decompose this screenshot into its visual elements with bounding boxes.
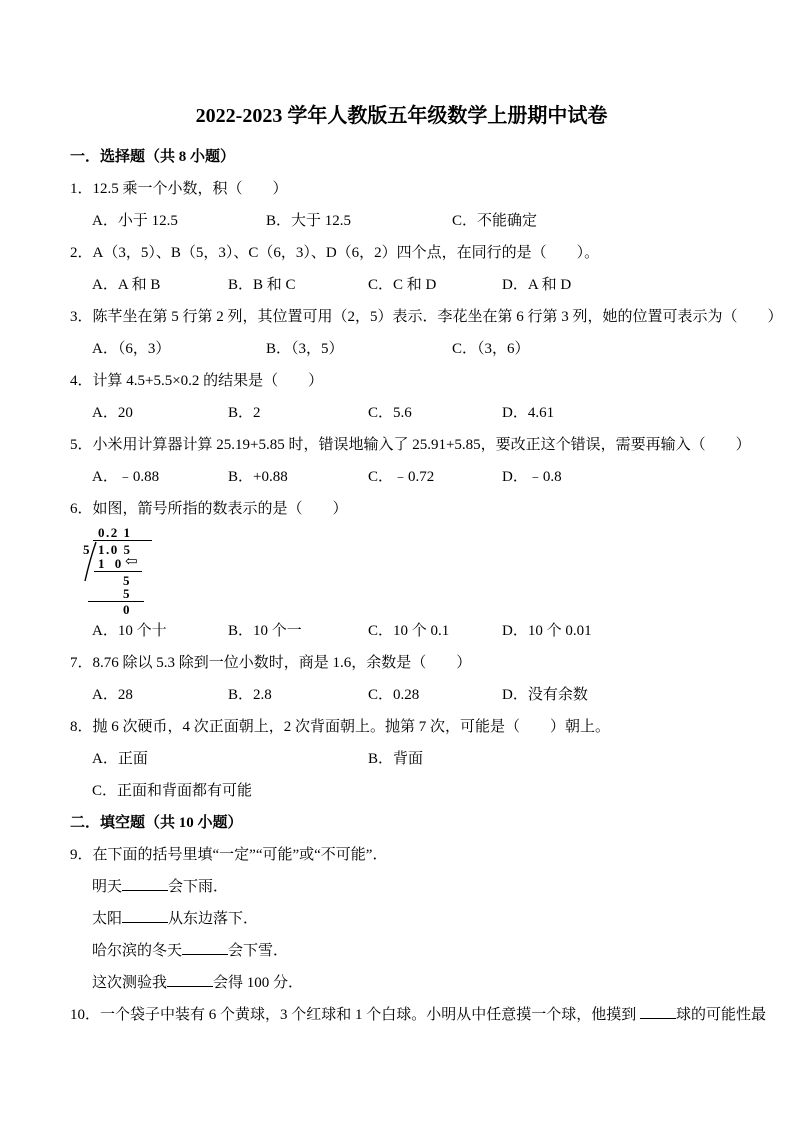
blank-line <box>167 982 213 987</box>
question-6-option-a: A．10 个十 <box>92 623 167 639</box>
question-9-item-2-pre: 太阳 <box>92 911 123 927</box>
question-8-option-a: A．正面 <box>92 751 148 767</box>
question-7-option-b: B．2.8 <box>228 687 272 703</box>
question-2-stem: 2．A（3，5）、B（5，3）、C（6，3）、D（6，2）四个点，在同行的是（ ）。 <box>70 245 600 261</box>
question-1-options <box>70 205 733 237</box>
question-9-item-4 <box>70 967 733 999</box>
question-9-item-2-post: 从东边落下． <box>168 911 259 927</box>
section-one-heading: 一．选择题（共 8 小题） <box>70 149 236 165</box>
question-6-options <box>70 615 733 647</box>
section-two-heading: 二．填空题（共 10 小题） <box>70 815 243 831</box>
question-6-stem: 6．如图，箭号所指的数表示的是（ ） <box>70 501 348 517</box>
question-1-stem: 1．12.5 乘一个小数，积（ ） <box>70 181 288 197</box>
question-3-option-a: A．（6，3） <box>92 341 171 357</box>
question-8-options-row-2 <box>70 775 733 807</box>
question-4-option-c: C．5.6 <box>368 405 412 421</box>
question-5-option-a: A．﹣0.88 <box>92 469 160 485</box>
question-3-stem: 3．陈芊坐在第 5 行第 2 列，其位置可用（2，5）表示．李花坐在第 6 行第 3 列，她的位置可表示为（ ） <box>70 309 783 325</box>
question-9-item-1-post: 会下雨． <box>168 879 229 895</box>
question-8-option-b: B．背面 <box>368 751 424 767</box>
division-rule-2 <box>88 601 144 602</box>
question-4-option-b: B．2 <box>228 405 261 421</box>
division-rule-1 <box>94 571 142 572</box>
division-quotient: 0.2 1 <box>98 525 132 540</box>
blank-line <box>122 886 168 891</box>
division-step-2: 5 <box>123 573 130 588</box>
question-5-option-b: B．+0.88 <box>228 469 288 485</box>
question-10-pre: 10．一个袋子中装有 6 个黄球，3 个红球和 1 个白球。小明从中任意摸一个球，他摸到 <box>70 1007 641 1023</box>
long-division-figure <box>82 525 733 615</box>
question-1-option-b: B．大于 12.5 <box>266 213 352 229</box>
question-4-stem: 4．计算 4.5+5.5×0.2 的结果是（ ） <box>70 373 324 389</box>
arrow-left-icon: ⇦ <box>125 554 138 570</box>
question-4-option-a: A．20 <box>92 405 133 421</box>
question-3-option-c: C．（3，6） <box>452 341 530 357</box>
question-7-options <box>70 679 733 711</box>
question-5-stem: 5．小米用计算器计算 25.19+5.85 时，错误地输入了 25.91+5.85，要改正这个错误，需要再输入（ ） <box>70 437 751 453</box>
question-5-options <box>70 461 733 493</box>
question-7-option-a: A．28 <box>92 687 133 703</box>
division-divisor: 5 <box>83 542 90 557</box>
question-8-option-c: C．正面和背面都有可能 <box>92 783 253 799</box>
division-bracket <box>84 541 98 583</box>
question-7-option-d: D．没有余数 <box>502 687 588 703</box>
question-6-option-d: D．10 个 0.01 <box>502 623 592 639</box>
blank-line <box>122 918 168 923</box>
question-2-option-d: D．A 和 D <box>502 277 572 293</box>
question-10-stem <box>70 999 767 1031</box>
division-remainder: 0 <box>123 602 130 617</box>
question-9-item-3-post: 会下雪． <box>228 943 289 959</box>
question-9-item-1 <box>70 871 733 903</box>
blank-line <box>640 1014 676 1019</box>
question-9-item-4-post: 会得 100 分． <box>213 975 304 991</box>
question-8-options-row-1 <box>70 743 733 775</box>
question-4-options <box>70 397 733 429</box>
question-6-option-c: C．10 个 0.1 <box>368 623 450 639</box>
question-9-item-2 <box>70 903 733 935</box>
question-5-option-d: D．﹣0.8 <box>502 469 562 485</box>
division-dividend: 1.0 5 <box>98 542 132 557</box>
question-3-options <box>70 333 733 365</box>
question-8-stem: 8．抛 6 次硬币，4 次正面朝上，2 次背面朝上。抛第 7 次，可能是（ ）朝上。 <box>70 719 611 735</box>
question-7-stem: 7．8.76 除以 5.3 除到一位小数时，商是 1.6，余数是（ ） <box>70 655 472 671</box>
question-9-item-1-pre: 明天 <box>92 879 123 895</box>
question-3-option-b: B．（3，5） <box>266 341 344 357</box>
division-bar <box>93 540 152 541</box>
question-9-item-3-pre: 哈尔滨的冬天 <box>92 943 183 959</box>
question-2-options <box>70 269 733 301</box>
question-1-option-c: C．不能确定 <box>452 213 538 229</box>
division-step-3: 5 <box>123 586 130 601</box>
question-10-post: 球的可能性最 <box>676 1007 767 1023</box>
blank-line <box>182 950 228 955</box>
question-5-option-c: C．﹣0.72 <box>368 469 435 485</box>
question-2-option-b: B．B 和 C <box>228 277 296 293</box>
question-2-option-c: C．C 和 D <box>368 277 437 293</box>
question-7-option-c: C．0.28 <box>368 687 420 703</box>
question-2-option-a: A．A 和 B <box>92 277 161 293</box>
question-9-item-4-pre: 这次测验我 <box>92 975 168 991</box>
page-title: 2022-2023 学年人教版五年级数学上册期中试卷 <box>195 105 608 127</box>
question-6-option-b: B．10 个一 <box>228 623 302 639</box>
question-4-option-d: D．4.61 <box>502 405 555 421</box>
division-step-1: 1 0 <box>98 556 125 571</box>
question-9-item-3 <box>70 935 733 967</box>
question-1-option-a: A．小于 12.5 <box>92 213 178 229</box>
question-9-stem: 9．在下面的括号里填“一定”“可能”或“不可能”． <box>70 847 388 863</box>
